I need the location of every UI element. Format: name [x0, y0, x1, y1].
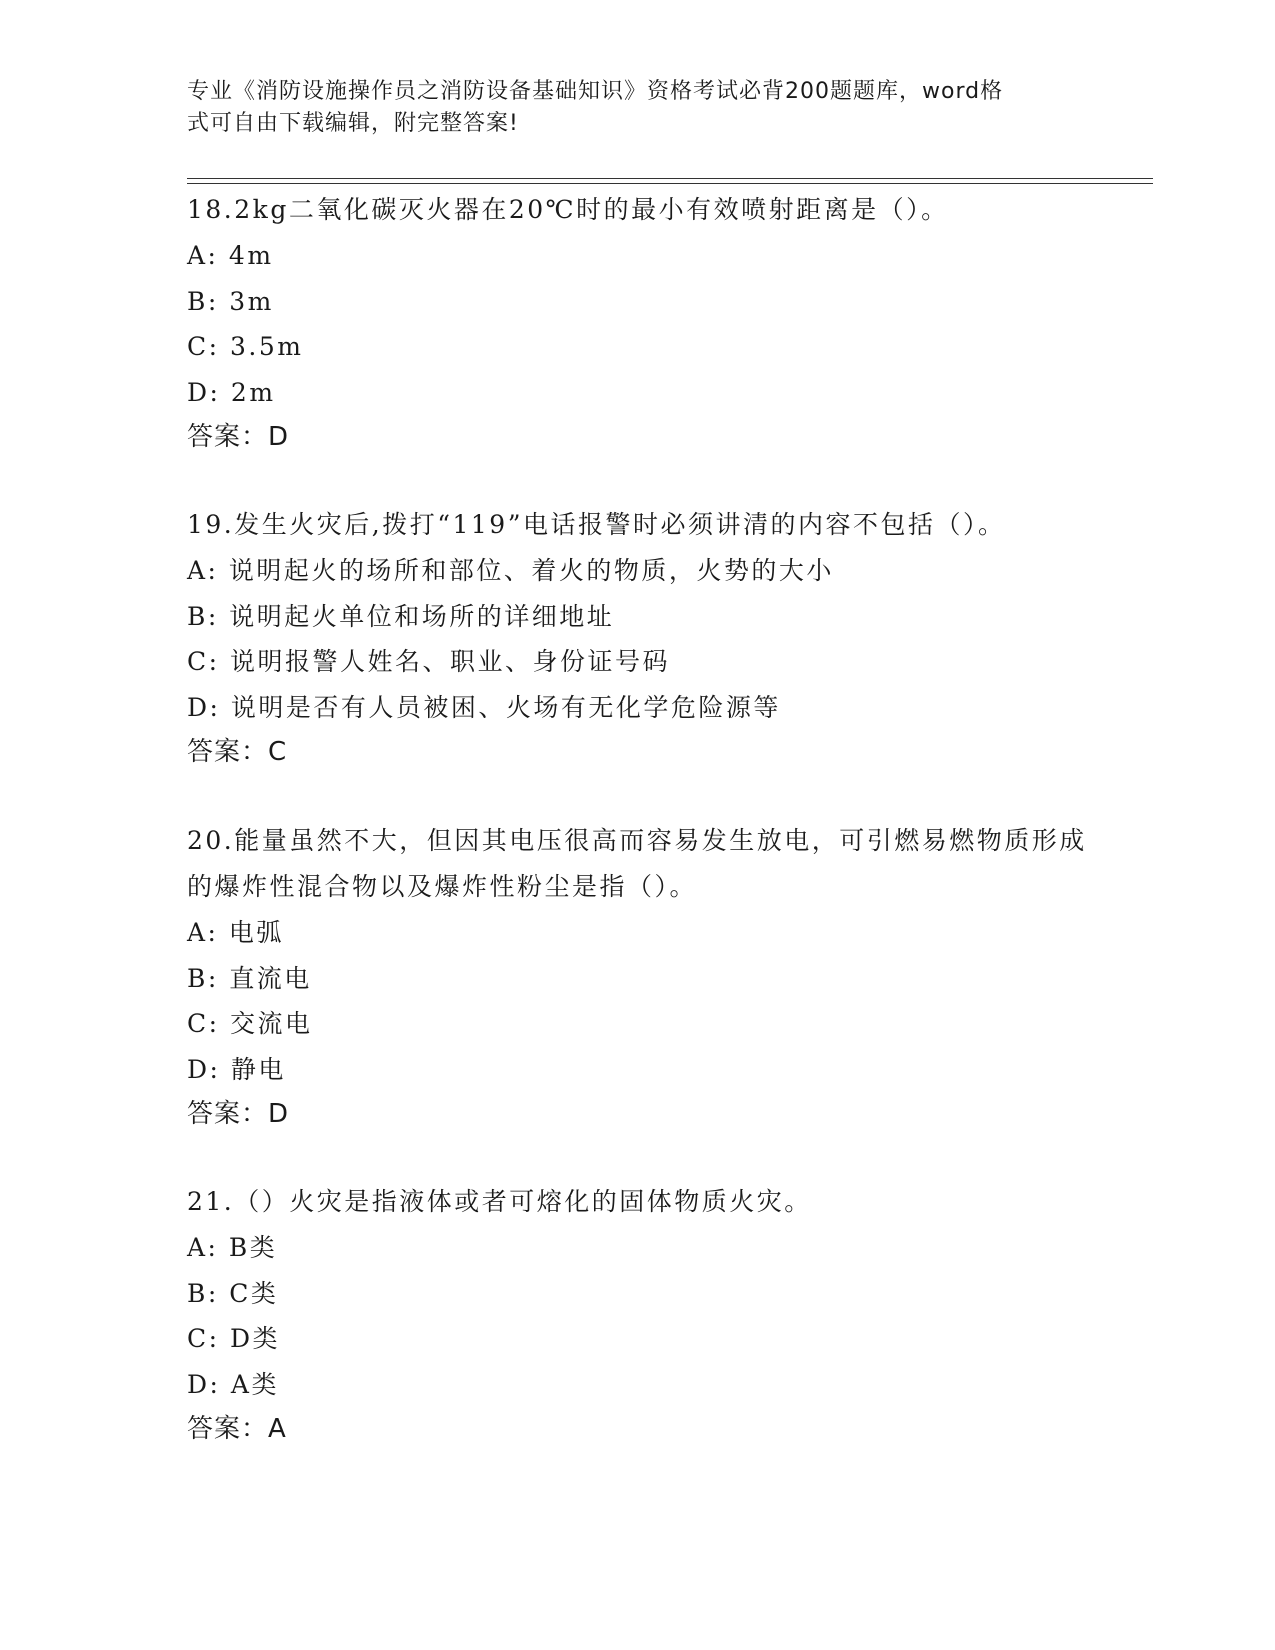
question-stem: 18.2kg二氧化碳灭火器在20℃时的最小有效喷射距离是（）。: [187, 195, 949, 224]
answer: 答案：D: [187, 1099, 290, 1129]
answer: 答案：D: [187, 422, 290, 452]
question-19: [187, 502, 1087, 775]
question-stem: 21.（）火灾是指液体或者可熔化的固体物质火灾。: [187, 1187, 812, 1216]
option-a: A: 电弧: [187, 918, 284, 947]
option-b: B: C类: [187, 1278, 279, 1308]
document-header: [187, 76, 1087, 140]
question-stem: 20.能量虽然不大，但因其电压很高而容易发生放电，可引燃易燃物质形成的爆炸性混合物以及爆炸性粉尘是指（）。: [187, 826, 1087, 901]
option-c: C: D类: [187, 1324, 281, 1353]
option-d: D: 静电: [187, 1054, 286, 1084]
option-a: A: 说明起火的场所和部位、着火的物质，火势的大小: [187, 556, 834, 585]
option-a: A: 4m: [187, 241, 274, 270]
option-a: A: B类: [187, 1233, 278, 1262]
option-c: C: 说明报警人姓名、职业、身份证号码: [187, 647, 670, 676]
question-18: [187, 187, 1087, 460]
header-title-line-1: 专业《消防设施操作员之消防设备基础知识》资格考试必背200题题库，word格: [187, 79, 1004, 104]
option-b: B: 说明起火单位和场所的详细地址: [187, 601, 615, 631]
answer: 答案：C: [187, 737, 288, 767]
answer: 答案：A: [187, 1414, 287, 1444]
option-d: D: 2m: [187, 377, 276, 407]
question-stem: 19.发生火灾后,拨打“119”电话报警时必须讲清的内容不包括（）。: [187, 510, 1006, 539]
option-c: C: 交流电: [187, 1009, 313, 1038]
option-d: D: A类: [187, 1369, 279, 1399]
header-divider-top: [187, 178, 1153, 179]
option-c: C: 3.5m: [187, 332, 304, 361]
option-d: D: 说明是否有人员被困、火场有无化学危险源等: [187, 692, 781, 722]
question-20: [187, 818, 1087, 1137]
option-b: B: 3m: [187, 286, 274, 316]
header-divider-bottom: [187, 183, 1153, 184]
header-title-line-2: 式可自由下载编辑，附完整答案!: [187, 111, 519, 136]
option-b: B: 直流电: [187, 963, 312, 993]
question-21: [187, 1179, 1087, 1452]
